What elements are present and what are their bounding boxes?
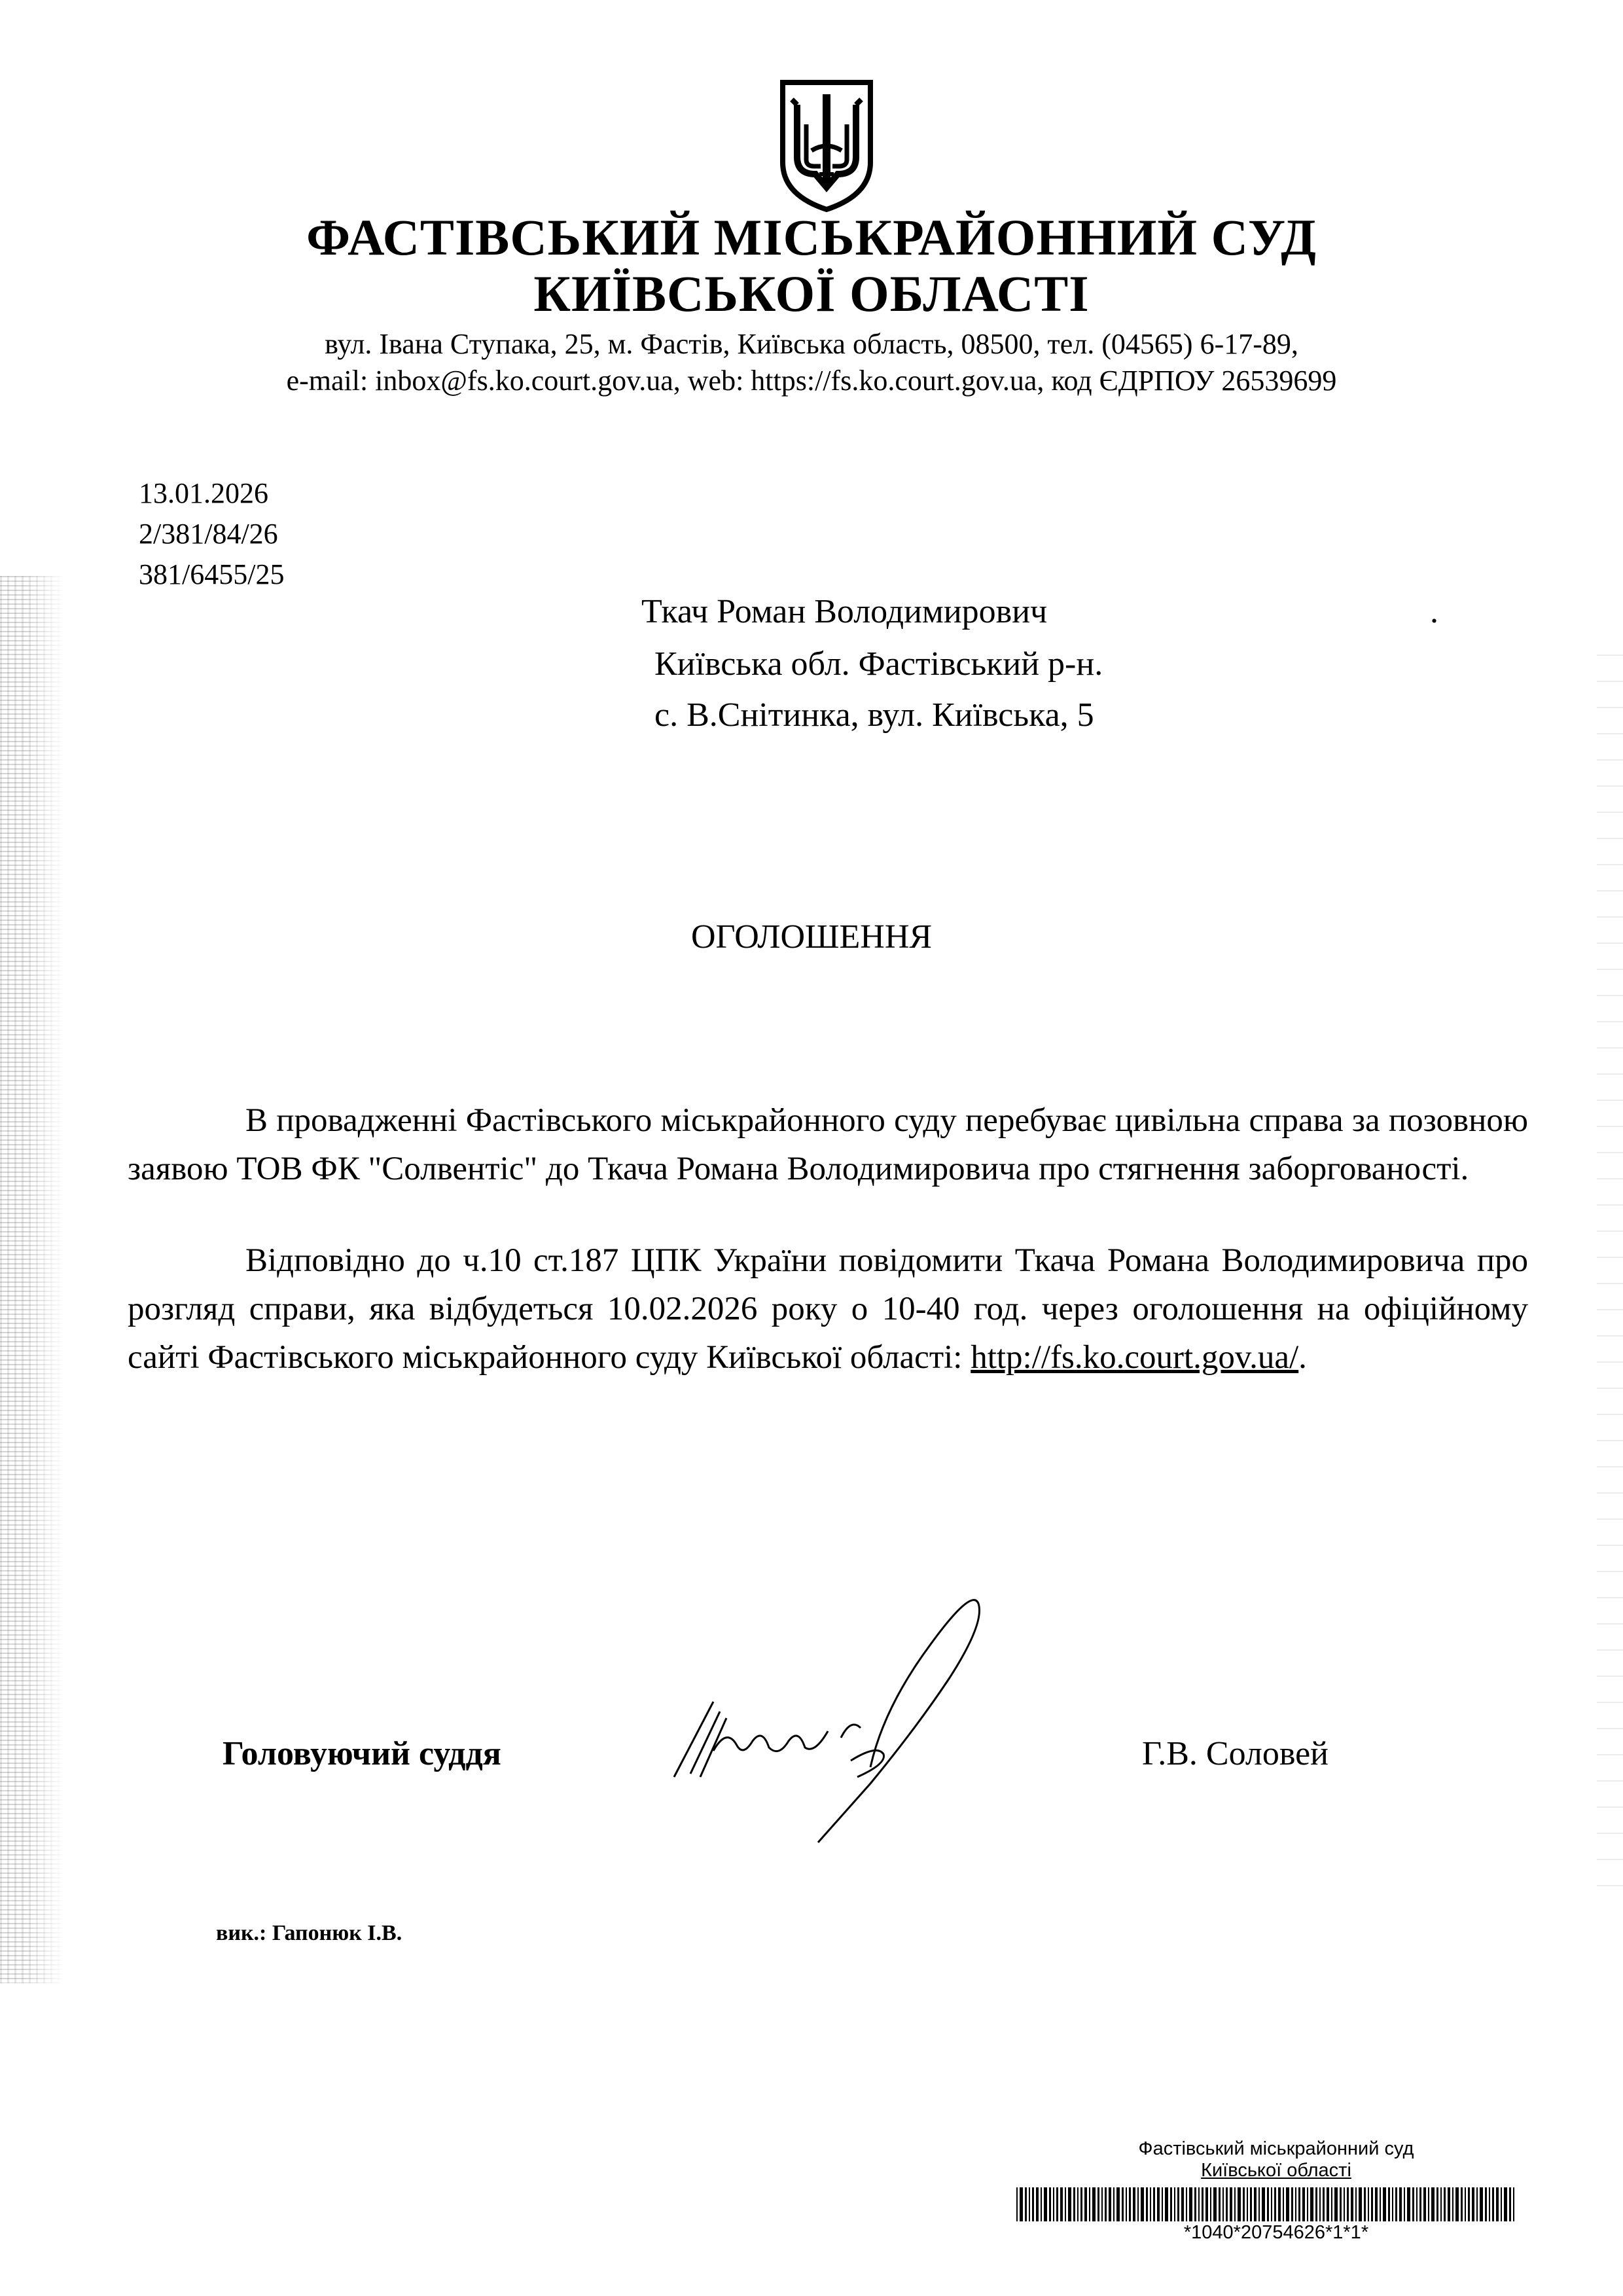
announcement-paragraph-1: В провадженні Фастівського міськрайонного суду перебуває цивільна справа за позовною заявою ТОВ ФК "Солвентіс" до Ткача Романа Володимировича про стягнення заборгованості. (128, 1102, 1528, 1187)
judge-name: Г.В. Соловей (1142, 1735, 1329, 1772)
coat-of-arms-icon (777, 79, 876, 213)
recipient-name: Ткач Роман Володимирович (641, 593, 1048, 630)
document-date: 13.01.2026 (139, 477, 268, 509)
stamp-region: Київської області (1201, 2160, 1351, 2181)
announcement-title: ОГОЛОШЕННЯ (690, 918, 933, 956)
contact-email-web-line: e-mail: inbox@fs.ko.court.gov.ua, web: https://fs.ko.court.gov.ua, код ЄДРПОУ 26539699 (286, 365, 1337, 397)
barcode-number: *1040*20754626*1*1* (1183, 2222, 1369, 2243)
announcement-paragraph-2 (128, 1236, 1528, 1382)
recipient-dot: . (1430, 593, 1438, 630)
court-website-link[interactable]: http://fs.ko.court.gov.ua/ (971, 1339, 1299, 1376)
court-name-line2: КИЇВСЬКОЇ ОБЛАСТІ (533, 265, 1090, 322)
paragraph-2-text: Відповідно до ч.10 ст.187 ЦПК України повідомити Ткача Романа Володимировича про розгляд справи, яка відбудеться 10.02.2026 року о 10-40 год. через оголошення на офіційному сайті Фастівського міськрайонного суду Київської області: (128, 1242, 1528, 1376)
recipient-region: Київська обл. Фастівський р-н. (654, 645, 1103, 683)
recipient-village: с. В.Снітинка, вул. Київська, 5 (654, 696, 1094, 734)
stamp-court-name: Фастівський міськрайонний суд (1138, 2138, 1414, 2159)
scan-noise-right (1597, 655, 1623, 1898)
executor-line: вик.: Гапонюк І.В. (216, 1921, 402, 1945)
barcode (1011, 2185, 1522, 2224)
paragraph-2-end: . (1298, 1339, 1307, 1376)
scan-noise-left (0, 576, 65, 1983)
contact-address-line: вул. Івана Ступака, 25, м. Фастів, Київська область, 08500, тел. (04565) 6-17-89, (325, 328, 1298, 360)
outgoing-number: 2/381/84/26 (139, 518, 278, 550)
case-number: 381/6455/25 (139, 558, 285, 590)
court-name-line1: ФАСТІВСЬКИЙ МІСЬКРАЙОННИЙ СУД (306, 209, 1317, 266)
signature-role: Головуючий суддя (223, 1735, 501, 1772)
handwritten-signature (654, 1587, 1008, 1849)
